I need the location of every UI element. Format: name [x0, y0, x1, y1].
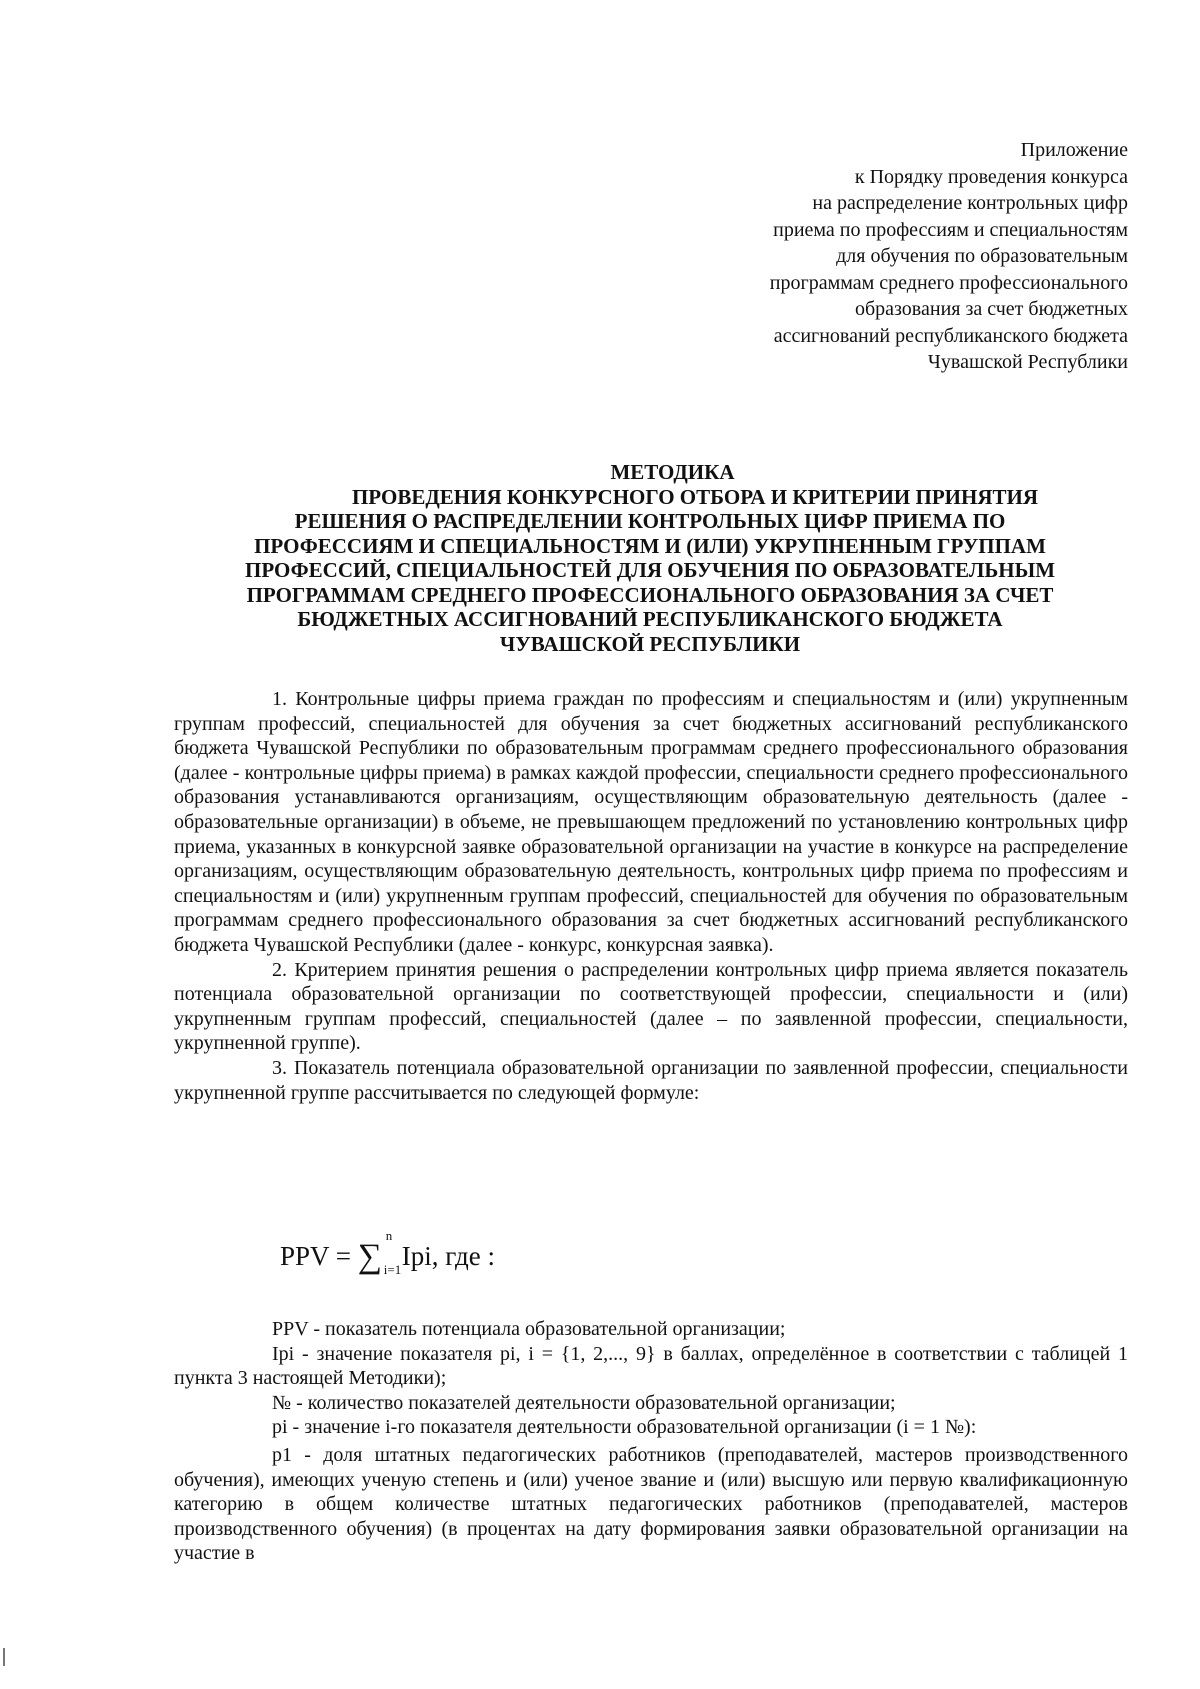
paragraph-3: 3. Показатель потенциала образовательной организации по заявленной профессии, специальности укрупненной группе рассчитывается по следующей формуле: — [174, 1056, 1128, 1104]
scan-edge-mark — [3, 1648, 5, 1666]
definition-ppv: PPV - показатель потенциала образовательной организации; — [272, 1318, 786, 1340]
title-line: ПРОФЕССИЯМ И СПЕЦИАЛЬНОСТЯМ И (ИЛИ) УКРУПНЕННЫМ ГРУППАМ — [254, 533, 1046, 558]
appendix-line: на распределение контрольных цифр — [812, 192, 1128, 214]
appendix-line: программам среднего профессионального — [769, 271, 1128, 294]
title-line: ПРОГРАММАМ СРЕДНЕГО ПРОФЕССИОНАЛЬНОГО ОБРАЗОВАНИЯ ЗА СЧЕТ — [246, 582, 1054, 607]
title-line: РЕШЕНИЯ О РАСПРЕДЕЛЕНИИ КОНТРОЛЬНЫХ ЦИФР ПРИЕМА ПО — [294, 509, 1006, 533]
formula-term: Ipi — [401, 1241, 432, 1271]
appendix-line: к Порядку проведения конкурса — [854, 165, 1128, 188]
appendix-header — [568, 137, 1128, 376]
sigma-symbol: ∑ — [357, 1238, 383, 1275]
appendix-line: образования за счет бюджетных — [854, 298, 1128, 320]
ppv-formula — [280, 1228, 495, 1277]
appendix-line: для обучения по образовательным — [836, 245, 1128, 267]
definitions — [174, 1317, 1128, 1440]
definition-pi: pi - значение i-го показателя деятельности образовательной организации (i = 1 №): — [272, 1416, 977, 1439]
formula-lhs: PPV — [280, 1241, 330, 1271]
formula-tail: , где : — [431, 1241, 495, 1271]
appendix-line: Чувашской Республики — [927, 351, 1128, 373]
title-line: ПРОВЕДЕНИЯ КОНКУРСНОГО ОТБОРА И КРИТЕРИИ ПРИНЯТИЯ — [351, 484, 1039, 509]
title-line: ЧУВАШСКОЙ РЕСПУБЛИКИ — [499, 631, 801, 656]
paragraph-1: 1. Контрольные цифры приема граждан по профессиям и специальностям и (или) укрупненным группам профессий, специальностей для обучения за счет бюджетных ассигнований республиканского бюджета Чувашской Республики по образовательным программам среднего профессионального образования (далее - контрольные цифры приема) в рамках каждой профессии, специальности среднего профессионального образования устанавливаются организациям, осуществляющим образовательную деятельность (далее - образовательные организации) в объеме, не превышающем предложений по установлению контрольных цифр приема, указанных в конкурсной заявке образовательной организации на участие в конкурсе на распределение организациям, осуществляющим образовательную деятельность, контрольных цифр приема по профессиям и специальностям и (или) укрупненным группам профессий, специальностей для обучения по образовательным программам среднего профессионального образования за счет бюджетных ассигнований республиканского бюджета Чувашской Республики (далее - конкурс, конкурсная заявка). — [174, 688, 1128, 956]
appendix-line: ассигнований республиканского бюджета — [773, 324, 1128, 347]
formula-equals: = — [335, 1241, 352, 1271]
formula-sum — [357, 1228, 402, 1277]
title-line: МЕТОДИКА — [610, 460, 735, 484]
paragraph-2: 2. Критерием принятия решения о распределении контрольных цифр приема является показатель потенциала образовательной организации по соответствующей профессии, специальности и (или) укрупненным группам профессий, специальностей (далее – по заявленной профессии, специальности, укрупненной группе). — [174, 958, 1128, 1055]
definition-ipi: Ipi - значение показателя pi, i = {1, 2,..., 9} в баллах, определённое в соответствии с таблицей 1 пункта 3 настоящей Методики); — [174, 1342, 1128, 1390]
indicator-p1 — [174, 1443, 1128, 1566]
sum-upper-limit: n — [385, 1228, 393, 1243]
appendix-line: приема по профессиям и специальностям — [773, 218, 1128, 241]
title-line: БЮДЖЕТНЫХ АССИГНОВАНИЙ РЕСПУБЛИКАНСКОГО БЮДЖЕТА — [297, 607, 1003, 631]
title-line: ПРОФЕССИЙ, СПЕЦИАЛЬНОСТЕЙ ДЛЯ ОБУЧЕНИЯ ПО ОБРАЗОВАТЕЛЬНЫМ — [244, 558, 1056, 582]
paragraphs — [174, 687, 1128, 1105]
definition-no: № - количество показателей деятельности образовательной организации; — [272, 1391, 896, 1414]
indicator-p1-text: p1 - доля штатных педагогических работников (преподавателей, мастеров производственного обучения), имеющих ученую степень и (или) ученое звание и (или) высшую или первую квалификационную категорию в общем количестве штатных педагогических работников (преподавателей, мастеров производственного обучения) (в процентах на дату формирования заявки образовательной организации на участие в — [174, 1444, 1128, 1565]
document-title — [170, 460, 1130, 656]
appendix-line: Приложение — [1020, 139, 1128, 161]
sum-lower-limit: i=1 — [383, 1262, 402, 1277]
